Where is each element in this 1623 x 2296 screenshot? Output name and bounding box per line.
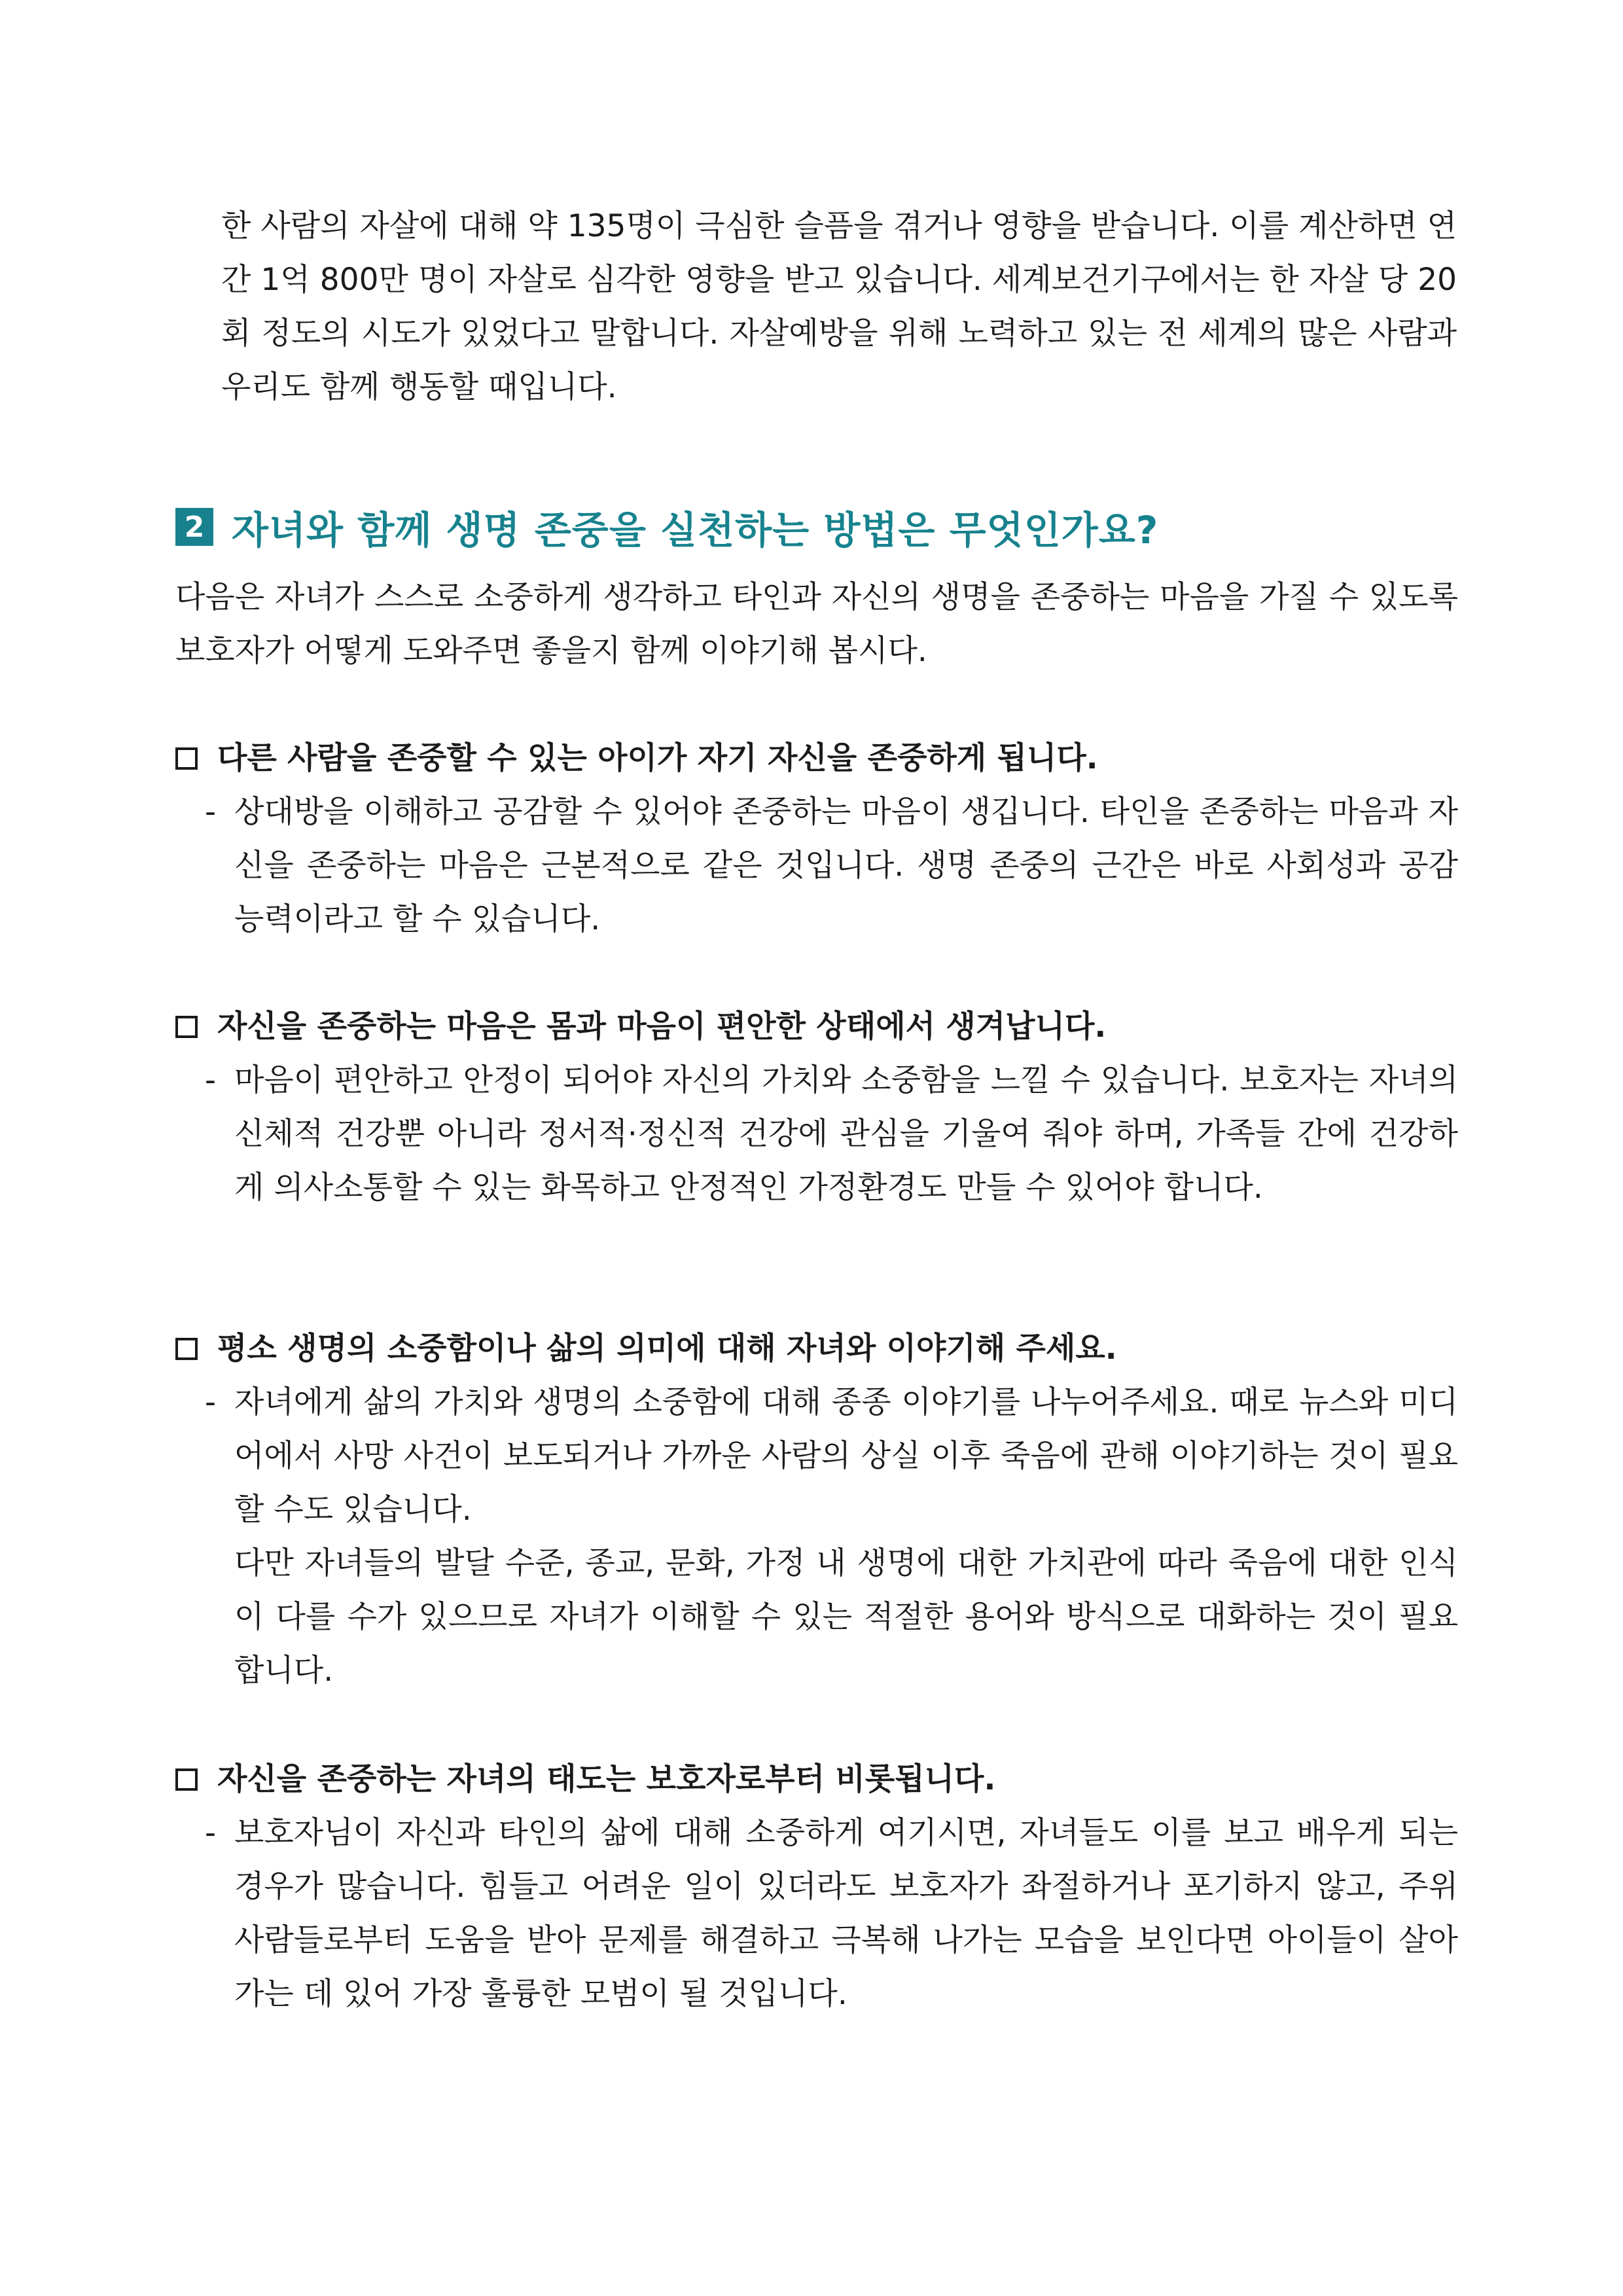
dash-bullet: - [205, 1062, 216, 1098]
item-paragraph: 마음이 편안하고 안정이 되어야 자신의 가치와 소중함을 느낄 수 있습니다. 보호자는 자녀의 신체적 건강뿐 아니라 정서적·정신적 건강에 관심을 기울여 줘야 하며, 가족들 간에 건강하게 의사소통할 수 있는 화목하고 안정적인 가정환경도 만들 수 있어야 합니다. [234, 1062, 1458, 1206]
section-heading [175, 497, 1458, 556]
item-body [205, 785, 1458, 946]
item-body [205, 1376, 1458, 1698]
item-title: 평소 생명의 소중함이나 삶의 의미에 대해 자녀와 이야기해 주세요. [217, 1331, 1117, 1367]
section-title: 자녀와 함께 생명 존중을 실천하는 방법은 무엇인가요? [232, 508, 1159, 552]
item-title: 자신을 존중하는 마음은 몸과 마음이 편안한 상태에서 생겨납니다. [217, 1009, 1107, 1045]
list-item [175, 732, 1458, 946]
item-paragraph: 보호자님이 자신과 타인의 삶에 대해 소중하게 여기시면, 자녀들도 이를 보고 배우게 되는 경우가 많습니다. 힘들고 어려운 일이 있더라도 보호자가 좌절하거나 포기하지 않고, 주위 사람들로부터 도움을 받아 문제를 해결하고 극복해 나가는 모습을 보인다면 아이들이 살아가는 데 있어 가장 훌륭한 모범이 될 것입니다. [234, 1815, 1458, 2012]
section-number-badge: 2 [175, 508, 213, 546]
item-body [205, 1806, 1458, 2021]
dash-bullet: - [205, 794, 216, 830]
checkbox-icon [175, 1338, 198, 1360]
item-paragraph: 자녀에게 삶의 가치와 생명의 소중함에 대해 종종 이야기를 나누어주세요. 때로 뉴스와 미디어에서 사망 사건이 보도되거나 가까운 사람의 상실 이후 죽음에 관해 이야기하는 것이 필요할 수도 있습니다. [234, 1384, 1458, 1528]
item-title: 자신을 존중하는 자녀의 태도는 보호자로부터 비롯됩니다. [217, 1761, 996, 1797]
intro-paragraph: 한 사람의 자살에 대해 약 135명이 극심한 슬픔을 겪거나 영향을 받습니다. 이를 계산하면 연간 1억 800만 명이 자살로 심각한 영향을 받고 있습니다. 세계보건기구에서는 한 자살 당 20회 정도의 시도가 있었다고 말합니다. 자살예방을 위해 노력하고 있는 전 세계의 많은 사람과 우리도 함께 행동할 때입니다. [221, 208, 1457, 405]
list-item [175, 1753, 1458, 2021]
list-item [175, 1322, 1458, 1698]
checkbox-icon [175, 747, 198, 770]
dash-bullet: - [205, 1815, 216, 1851]
item-body [205, 1054, 1458, 1215]
item-paragraph: 상대방을 이해하고 공감할 수 있어야 존중하는 마음이 생깁니다. 타인을 존중하는 마음과 자신을 존중하는 마음은 근본적으로 같은 것입니다. 생명 존중의 근간은 바로 사회성과 공감 능력이라고 할 수 있습니다. [234, 794, 1458, 937]
checkbox-icon [175, 1768, 198, 1791]
dash-bullet: - [205, 1384, 216, 1420]
list-item [175, 1000, 1458, 1215]
item-paragraph: 다만 자녀들의 발달 수준, 종교, 문화, 가정 내 생명에 대한 가치관에 따라 죽음에 대한 인식이 다를 수가 있으므로 자녀가 이해할 수 있는 적절한 용어와 방식으로 대화하는 것이 필요합니다. [234, 1545, 1458, 1689]
item-title: 다른 사람을 존중할 수 있는 아이가 자기 자신을 존중하게 됩니다. [217, 740, 1098, 776]
section-lead-paragraph: 다음은 자녀가 스스로 소중하게 생각하고 타인과 자신의 생명을 존중하는 마음을 가질 수 있도록 보호자가 어떻게 도와주면 좋을지 함께 이야기해 봅시다. [175, 579, 1458, 669]
checkbox-icon [175, 1016, 198, 1038]
